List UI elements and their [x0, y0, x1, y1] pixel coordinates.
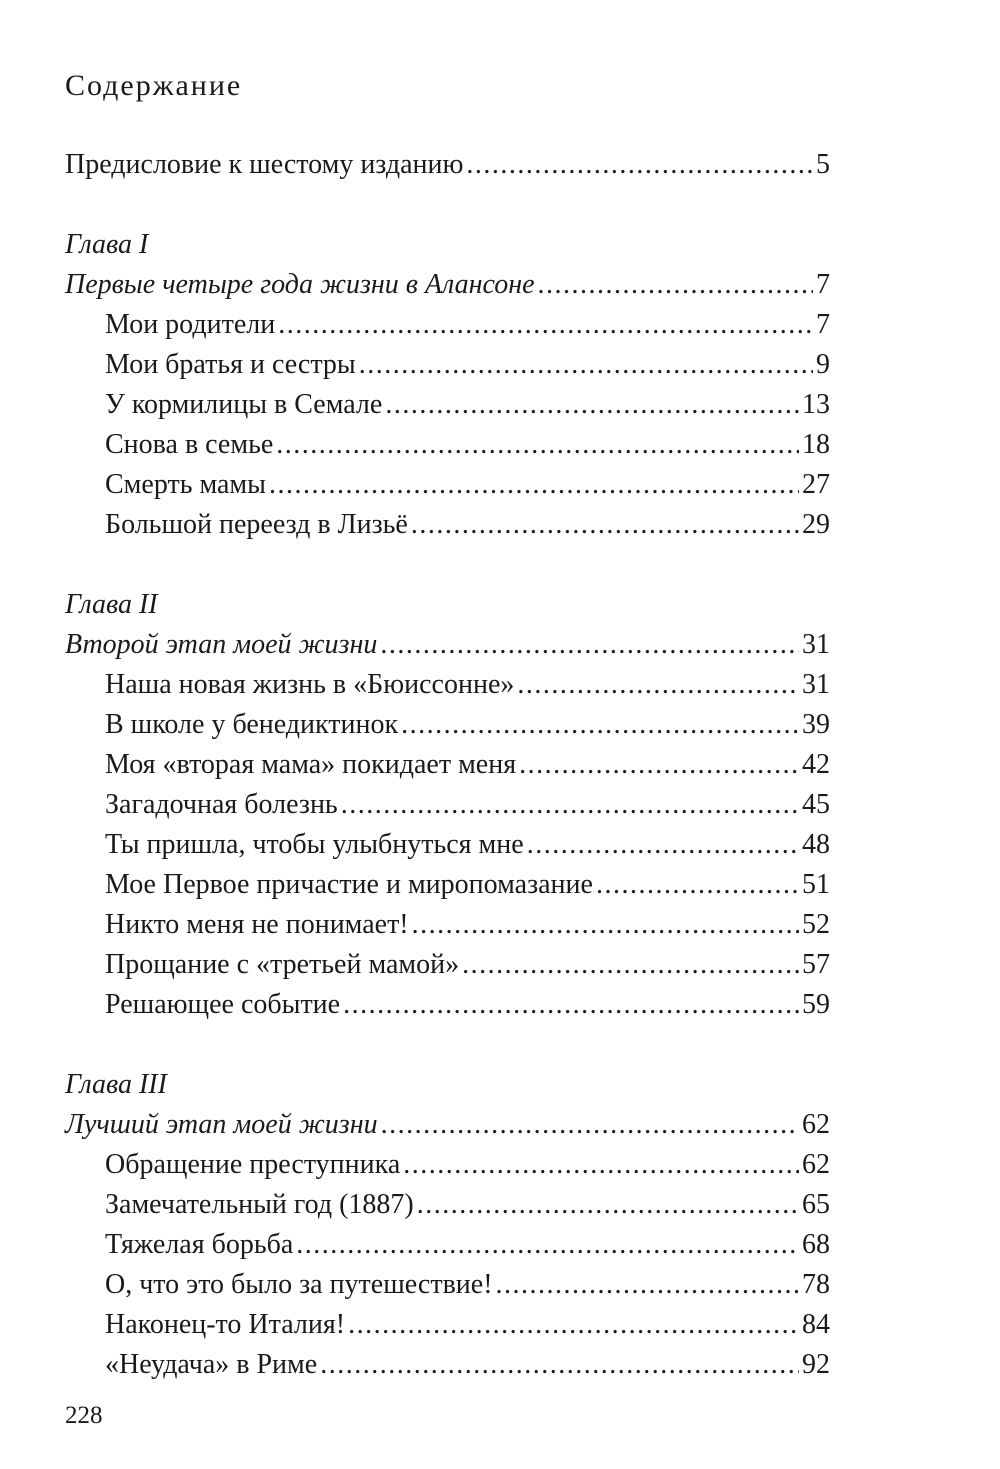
toc-entry-label: Моя «вторая мама» покидает меня — [105, 749, 517, 780]
toc-page-number: 31 — [802, 669, 830, 700]
toc-entry-label: Замечательный год (1887) — [105, 1189, 414, 1220]
dot-leader — [381, 1105, 799, 1145]
chapter-label-3: Глава III — [65, 1069, 167, 1100]
dot-leader — [401, 705, 799, 745]
toc-entry — [65, 1145, 830, 1185]
dot-leader — [596, 865, 799, 905]
page-number-footer: 228 — [65, 1402, 103, 1429]
toc-page-number: 48 — [802, 829, 830, 860]
page-title: Содержание — [65, 69, 243, 102]
toc-entry-preface — [65, 145, 830, 185]
table-of-contents — [65, 145, 830, 1385]
toc-page-number: 84 — [802, 1309, 830, 1340]
toc-entry — [65, 1185, 830, 1225]
toc-entry — [65, 785, 830, 825]
toc-page-number: 59 — [802, 989, 830, 1020]
toc-entry — [65, 705, 830, 745]
toc-page-number: 57 — [802, 949, 830, 980]
toc-entry — [65, 665, 830, 705]
toc-entry-label: Обращение преступника — [105, 1149, 401, 1180]
toc-entry-label: Мои братья и сестры — [105, 349, 356, 380]
toc-page-number: 52 — [802, 909, 830, 940]
toc-page-number: 62 — [802, 1109, 830, 1140]
toc-page-number: 68 — [802, 1229, 830, 1260]
toc-page-number: 29 — [802, 509, 830, 540]
toc-page-number: 31 — [802, 629, 830, 660]
toc-entry — [65, 745, 830, 785]
toc-entry — [65, 905, 830, 945]
toc-page-number: 62 — [802, 1149, 830, 1180]
toc-entry — [65, 345, 830, 385]
dot-leader — [341, 785, 799, 825]
toc-page-number: 5 — [816, 149, 830, 180]
toc-entry — [65, 865, 830, 905]
toc-entry-label: Никто меня не понимает! — [105, 909, 409, 940]
chapter-title-1 — [65, 265, 830, 305]
dot-leader — [519, 745, 799, 785]
toc-entry — [65, 1265, 830, 1305]
toc-entry-label: Мои родители — [105, 309, 276, 340]
toc-entry-label: Большой переезд в Лизьё — [105, 509, 408, 540]
dot-leader — [462, 945, 799, 985]
toc-entry — [65, 425, 830, 465]
toc-entry-label: Ты пришла, чтобы улыбнуться мне — [105, 829, 524, 860]
toc-entry — [65, 305, 830, 345]
toc-entry — [65, 985, 830, 1025]
toc-entry-label: Снова в семье — [105, 429, 274, 460]
dot-leader — [411, 505, 799, 545]
toc-entry-label: Наша новая жизнь в «Бюиссонне» — [105, 669, 515, 700]
toc-page-number: 51 — [802, 869, 830, 900]
toc-entry-label: Смерть мамы — [105, 469, 266, 500]
dot-leader — [496, 1265, 799, 1305]
toc-entry-label: Тяжелая борьба — [105, 1229, 294, 1260]
toc-entry-label: Предисловие к шестому изданию — [65, 149, 464, 180]
dot-leader — [348, 1305, 799, 1345]
toc-entry — [65, 385, 830, 425]
toc-entry-label: У кормилицы в Семале — [105, 389, 383, 420]
toc-entry — [65, 1225, 830, 1265]
chapter-title-text: Лучший этап моей жизни — [65, 1109, 378, 1140]
chapter-title-2 — [65, 625, 830, 665]
dot-leader — [359, 345, 813, 385]
toc-entry — [65, 945, 830, 985]
dot-leader — [269, 465, 799, 505]
toc-page-number: 39 — [802, 709, 830, 740]
dot-leader — [276, 425, 799, 465]
toc-entry — [65, 1345, 830, 1385]
toc-entry-label: Мое Первое причастие и миропомазание — [105, 869, 593, 900]
toc-page-number: 45 — [802, 789, 830, 820]
chapter-title-3 — [65, 1105, 830, 1145]
toc-page-number: 92 — [802, 1349, 830, 1380]
toc-entry — [65, 465, 830, 505]
dot-leader — [466, 145, 813, 185]
toc-page-number: 27 — [802, 469, 830, 500]
toc-entry-label: Решающее событие — [105, 989, 341, 1020]
toc-entry-label: В школе у бенедиктинок — [105, 709, 399, 740]
dot-leader — [412, 905, 799, 945]
toc-entry-label: Наконец-то Италия! — [105, 1309, 346, 1340]
chapter-title-text: Второй этап моей жизни — [65, 629, 378, 660]
toc-entry — [65, 1305, 830, 1345]
dot-leader — [527, 825, 799, 865]
toc-entry — [65, 825, 830, 865]
toc-page-number: 42 — [802, 749, 830, 780]
toc-entry-label: О, что это было за путешествие! — [105, 1269, 493, 1300]
dot-leader — [320, 1345, 799, 1385]
toc-entry-label: Прощание с «третьей мамой» — [105, 949, 460, 980]
dot-leader — [538, 265, 813, 305]
toc-page-number: 7 — [816, 309, 830, 340]
dot-leader — [385, 385, 799, 425]
dot-leader — [403, 1145, 799, 1185]
dot-leader — [343, 985, 799, 1025]
toc-entry-label: «Неудача» в Риме — [105, 1349, 318, 1380]
chapter-title-text: Первые четыре года жизни в Алансоне — [65, 269, 535, 300]
dot-leader — [296, 1225, 799, 1265]
chapter-label-1: Глава I — [65, 229, 149, 260]
dot-leader — [417, 1185, 799, 1225]
dot-leader — [517, 665, 799, 705]
toc-page-number: 9 — [816, 349, 830, 380]
dot-leader — [380, 625, 799, 665]
toc-page-number: 78 — [802, 1269, 830, 1300]
toc-page-number: 18 — [802, 429, 830, 460]
toc-entry-label: Загадочная болезнь — [105, 789, 338, 820]
toc-page-number: 13 — [802, 389, 830, 420]
toc-entry — [65, 505, 830, 545]
dot-leader — [278, 305, 813, 345]
toc-page-number: 65 — [802, 1189, 830, 1220]
chapter-label-2: Глава II — [65, 589, 158, 620]
toc-page-number: 7 — [816, 269, 830, 300]
